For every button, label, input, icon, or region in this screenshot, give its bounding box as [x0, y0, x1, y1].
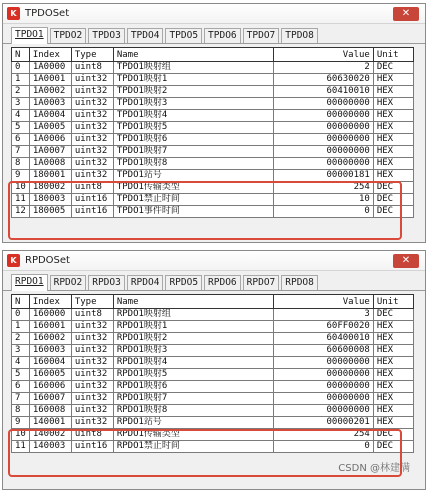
cell-name: TPDO1映射4 — [113, 110, 273, 122]
table-row[interactable] — [12, 182, 414, 194]
cell-type: uint8 — [71, 62, 113, 74]
cell-index: 160000 — [29, 309, 71, 321]
cell-name: RPDO1禁止时间 — [113, 441, 273, 453]
table-row[interactable] — [12, 417, 414, 429]
tab-tpdo2[interactable]: TPDO2 — [50, 28, 87, 43]
cell-type: uint32 — [71, 393, 113, 405]
cell-value[interactable]: 00000000 — [273, 134, 373, 146]
cell-unit: DEC — [373, 182, 413, 194]
cell-index: 1A0008 — [29, 158, 71, 170]
table-row[interactable] — [12, 62, 414, 74]
cell-value[interactable]: 2 — [273, 62, 373, 74]
cell-type: uint32 — [71, 345, 113, 357]
tab-tpdo4[interactable]: TPDO4 — [127, 28, 164, 43]
tab-rpdo7[interactable]: RPDO7 — [243, 275, 280, 290]
cell-type: uint32 — [71, 170, 113, 182]
cell-unit: HEX — [373, 333, 413, 345]
cell-type: uint32 — [71, 381, 113, 393]
table-row[interactable] — [12, 393, 414, 405]
cell-type: uint32 — [71, 405, 113, 417]
cell-index: 160008 — [29, 405, 71, 417]
table-row[interactable] — [12, 194, 414, 206]
column-header-n[interactable]: N — [12, 48, 30, 62]
cell-n: 4 — [12, 110, 30, 122]
tpdo-parameter-table — [11, 47, 414, 218]
cell-index: 1A0002 — [29, 86, 71, 98]
column-header-unit[interactable]: Unit — [373, 48, 413, 62]
tpdo-table-body — [12, 62, 414, 218]
cell-type: uint32 — [71, 146, 113, 158]
cell-index: 180003 — [29, 194, 71, 206]
table-row[interactable] — [12, 441, 414, 453]
cell-index: 1A0005 — [29, 122, 71, 134]
cell-index: 1A0006 — [29, 134, 71, 146]
column-header-value[interactable]: Value — [273, 295, 373, 309]
cell-unit: HEX — [373, 134, 413, 146]
cell-unit: HEX — [373, 345, 413, 357]
cell-unit: DEC — [373, 309, 413, 321]
cell-value[interactable]: 60630020 — [273, 74, 373, 86]
cell-n: 8 — [12, 158, 30, 170]
cell-name: RPDO1映射组 — [113, 309, 273, 321]
cell-name: RPDO1映射3 — [113, 345, 273, 357]
table-row[interactable] — [12, 381, 414, 393]
table-row[interactable] — [12, 369, 414, 381]
column-header-name[interactable]: Name — [113, 295, 273, 309]
cell-value[interactable]: 00000201 — [273, 417, 373, 429]
cell-index: 160007 — [29, 393, 71, 405]
table-row[interactable] — [12, 429, 414, 441]
cell-name: TPDO1映射组 — [113, 62, 273, 74]
close-icon[interactable]: ✕ — [393, 254, 419, 268]
cell-unit: HEX — [373, 110, 413, 122]
cell-type: uint32 — [71, 74, 113, 86]
cell-value[interactable]: 00000000 — [273, 146, 373, 158]
cell-index: 160002 — [29, 333, 71, 345]
cell-value[interactable]: 60400010 — [273, 333, 373, 345]
cell-value[interactable]: 3 — [273, 309, 373, 321]
cell-unit: HEX — [373, 321, 413, 333]
cell-unit: HEX — [373, 393, 413, 405]
cell-unit: HEX — [373, 369, 413, 381]
cell-value[interactable]: 0 — [273, 441, 373, 453]
cell-value[interactable]: 60410010 — [273, 86, 373, 98]
cell-index: 160001 — [29, 321, 71, 333]
cell-type: uint32 — [71, 158, 113, 170]
watermark-text: CSDN @林建满 — [338, 463, 410, 474]
rpdo-table-body — [12, 309, 414, 453]
tab-tpdo6[interactable]: TPDO6 — [204, 28, 241, 43]
column-header-n[interactable]: N — [12, 295, 30, 309]
cell-value[interactable]: 00000181 — [273, 170, 373, 182]
table-row[interactable] — [12, 74, 414, 86]
column-header-type[interactable]: Type — [71, 295, 113, 309]
column-header-name[interactable]: Name — [113, 48, 273, 62]
cell-unit: HEX — [373, 158, 413, 170]
cell-index: 180001 — [29, 170, 71, 182]
tpdo-window-title: TPDOSet — [25, 8, 70, 19]
cell-index: 160005 — [29, 369, 71, 381]
tab-tpdo8[interactable]: TPDO8 — [281, 28, 318, 43]
column-header-value[interactable]: Value — [273, 48, 373, 62]
cell-n: 8 — [12, 405, 30, 417]
cell-value[interactable]: 00000000 — [273, 357, 373, 369]
tab-rpdo2[interactable]: RPDO2 — [50, 275, 87, 290]
tab-rpdo6[interactable]: RPDO6 — [204, 275, 241, 290]
cell-unit: HEX — [373, 74, 413, 86]
cell-type: uint8 — [71, 182, 113, 194]
tab-rpdo1[interactable]: RPDO1 — [11, 274, 48, 291]
cell-unit: DEC — [373, 429, 413, 441]
cell-value[interactable]: 60600008 — [273, 345, 373, 357]
cell-type: uint32 — [71, 110, 113, 122]
cell-value[interactable]: 00000000 — [273, 393, 373, 405]
tab-tpdo1[interactable]: TPDO1 — [11, 27, 48, 44]
table-row[interactable] — [12, 122, 414, 134]
cell-name: RPDO1映射4 — [113, 357, 273, 369]
cell-index: 180005 — [29, 206, 71, 218]
cell-name: TPDO1映射8 — [113, 158, 273, 170]
cell-value[interactable]: 0 — [273, 206, 373, 218]
cell-type: uint32 — [71, 122, 113, 134]
cell-unit: HEX — [373, 86, 413, 98]
cell-type: uint32 — [71, 369, 113, 381]
cell-n: 2 — [12, 86, 30, 98]
cell-name: RPDO1映射6 — [113, 381, 273, 393]
column-header-type[interactable]: Type — [71, 48, 113, 62]
cell-n: 0 — [12, 309, 30, 321]
cell-n: 3 — [12, 345, 30, 357]
cell-name: TPDO1禁止时间 — [113, 194, 273, 206]
cell-type: uint32 — [71, 321, 113, 333]
cell-type: uint32 — [71, 357, 113, 369]
table-row[interactable] — [12, 405, 414, 417]
tab-rpdo5[interactable]: RPDO5 — [165, 275, 202, 290]
cell-index: 1A0004 — [29, 110, 71, 122]
rpdo-window-title: RPDOSet — [25, 255, 70, 266]
tab-tpdo3[interactable]: TPDO3 — [88, 28, 125, 43]
cell-index: 1A0000 — [29, 62, 71, 74]
cell-name: RPDO1映射8 — [113, 405, 273, 417]
cell-name: TPDO1事件时间 — [113, 206, 273, 218]
cell-index: 160003 — [29, 345, 71, 357]
cell-unit: DEC — [373, 194, 413, 206]
close-icon[interactable]: ✕ — [393, 7, 419, 21]
cell-value[interactable]: 254 — [273, 182, 373, 194]
cell-unit: HEX — [373, 98, 413, 110]
cell-name: RPDO1映射2 — [113, 333, 273, 345]
cell-n: 7 — [12, 393, 30, 405]
column-header-index[interactable]: Index — [29, 295, 71, 309]
cell-unit: HEX — [373, 417, 413, 429]
rpdo-window — [2, 250, 426, 490]
cell-index: 160006 — [29, 381, 71, 393]
cell-name: RPDO1传输类型 — [113, 429, 273, 441]
cell-index: 1A0007 — [29, 146, 71, 158]
cell-value[interactable]: 00000000 — [273, 98, 373, 110]
tab-tpdo7[interactable]: TPDO7 — [243, 28, 280, 43]
table-row[interactable] — [12, 158, 414, 170]
table-row[interactable] — [12, 98, 414, 110]
table-row[interactable] — [12, 110, 414, 122]
cell-value[interactable]: 00000000 — [273, 122, 373, 134]
cell-n: 11 — [12, 441, 30, 453]
cell-value[interactable]: 60FF0020 — [273, 321, 373, 333]
cell-unit: HEX — [373, 357, 413, 369]
cell-n: 9 — [12, 170, 30, 182]
cell-type: uint8 — [71, 309, 113, 321]
table-header-row — [12, 48, 414, 62]
rpdo-tab-bar — [3, 273, 425, 291]
cell-n: 3 — [12, 98, 30, 110]
table-row[interactable] — [12, 333, 414, 345]
cell-value[interactable]: 00000000 — [273, 381, 373, 393]
cell-name: RPDO1映射5 — [113, 369, 273, 381]
cell-n: 1 — [12, 74, 30, 86]
cell-type: uint16 — [71, 441, 113, 453]
cell-index: 1A0001 — [29, 74, 71, 86]
rpdo-parameter-table — [11, 294, 414, 453]
table-row[interactable] — [12, 357, 414, 369]
cell-index: 1A0003 — [29, 98, 71, 110]
cell-unit: DEC — [373, 62, 413, 74]
cell-unit: HEX — [373, 170, 413, 182]
cell-type: uint32 — [71, 98, 113, 110]
cell-n: 4 — [12, 357, 30, 369]
cell-index: 160004 — [29, 357, 71, 369]
cell-name: TPDO1映射6 — [113, 134, 273, 146]
cell-n: 6 — [12, 134, 30, 146]
app-logo-icon: K — [7, 7, 20, 20]
table-row[interactable] — [12, 321, 414, 333]
cell-value[interactable]: 254 — [273, 429, 373, 441]
cell-unit: HEX — [373, 146, 413, 158]
tpdo-titlebar — [3, 4, 425, 24]
cell-n: 11 — [12, 194, 30, 206]
cell-value[interactable]: 00000000 — [273, 158, 373, 170]
table-header-row — [12, 295, 414, 309]
cell-name: TPDO1映射3 — [113, 98, 273, 110]
app-logo-icon: K — [7, 254, 20, 267]
cell-value[interactable]: 00000000 — [273, 110, 373, 122]
table-row[interactable] — [12, 345, 414, 357]
cell-index: 140002 — [29, 429, 71, 441]
cell-value[interactable]: 00000000 — [273, 405, 373, 417]
cell-n: 2 — [12, 333, 30, 345]
cell-n: 6 — [12, 381, 30, 393]
cell-unit: HEX — [373, 381, 413, 393]
cell-type: uint32 — [71, 417, 113, 429]
cell-n: 5 — [12, 122, 30, 134]
tab-rpdo8[interactable]: RPDO8 — [281, 275, 318, 290]
rpdo-titlebar — [3, 251, 425, 271]
cell-type: uint16 — [71, 206, 113, 218]
cell-name: RPDO1映射7 — [113, 393, 273, 405]
cell-name: TPDO1映射1 — [113, 74, 273, 86]
cell-n: 10 — [12, 429, 30, 441]
cell-n: 12 — [12, 206, 30, 218]
cell-unit: DEC — [373, 441, 413, 453]
cell-value[interactable]: 00000000 — [273, 369, 373, 381]
tab-rpdo3[interactable]: RPDO3 — [88, 275, 125, 290]
cell-name: TPDO1站号 — [113, 170, 273, 182]
tab-tpdo5[interactable]: TPDO5 — [165, 28, 202, 43]
cell-type: uint8 — [71, 429, 113, 441]
cell-n: 5 — [12, 369, 30, 381]
cell-unit: HEX — [373, 405, 413, 417]
table-row[interactable] — [12, 146, 414, 158]
table-row[interactable] — [12, 309, 414, 321]
cell-type: uint16 — [71, 194, 113, 206]
cell-type: uint32 — [71, 134, 113, 146]
cell-name: TPDO1传输类型 — [113, 182, 273, 194]
table-row[interactable] — [12, 86, 414, 98]
cell-index: 180002 — [29, 182, 71, 194]
table-row[interactable] — [12, 134, 414, 146]
cell-n: 10 — [12, 182, 30, 194]
cell-type: uint32 — [71, 86, 113, 98]
column-header-unit[interactable]: Unit — [373, 295, 413, 309]
tab-rpdo4[interactable]: RPDO4 — [127, 275, 164, 290]
cell-n: 1 — [12, 321, 30, 333]
column-header-index[interactable]: Index — [29, 48, 71, 62]
cell-value[interactable]: 10 — [273, 194, 373, 206]
cell-n: 9 — [12, 417, 30, 429]
table-row[interactable] — [12, 206, 414, 218]
cell-n: 7 — [12, 146, 30, 158]
cell-unit: DEC — [373, 206, 413, 218]
cell-name: TPDO1映射5 — [113, 122, 273, 134]
tpdo-window — [2, 3, 426, 243]
table-row[interactable] — [12, 170, 414, 182]
cell-name: TPDO1映射2 — [113, 86, 273, 98]
cell-name: RPDO1站号 — [113, 417, 273, 429]
cell-index: 140003 — [29, 441, 71, 453]
tpdo-tab-bar — [3, 26, 425, 44]
cell-index: 140001 — [29, 417, 71, 429]
cell-n: 0 — [12, 62, 30, 74]
cell-unit: HEX — [373, 122, 413, 134]
cell-name: TPDO1映射7 — [113, 146, 273, 158]
cell-name: RPDO1映射1 — [113, 321, 273, 333]
cell-type: uint32 — [71, 333, 113, 345]
